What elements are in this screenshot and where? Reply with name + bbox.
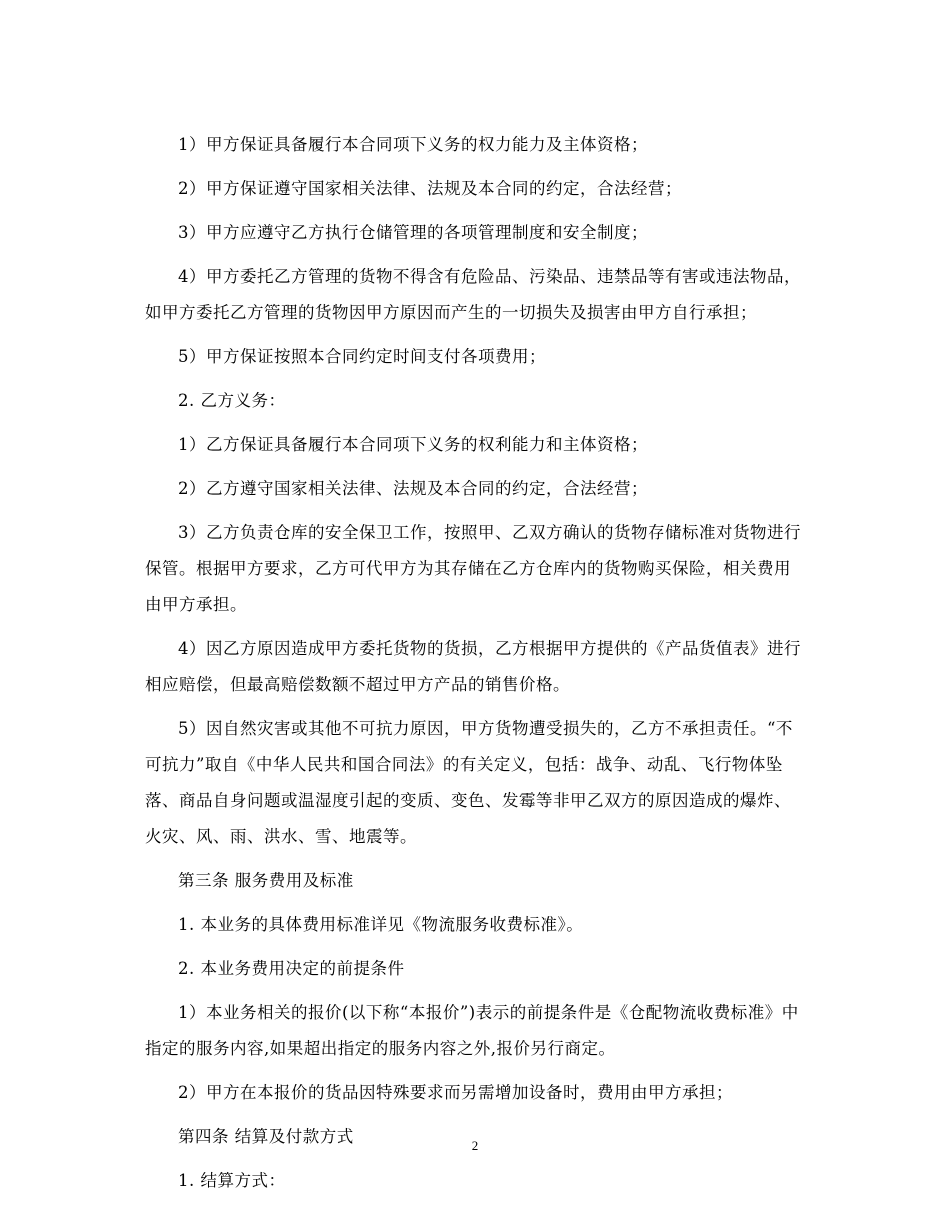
heading-fee-preconditions: 2. 本业务费用决定的前提条件	[178, 959, 405, 978]
paragraph-party-b-duty-1: 1）乙方保证具备履行本合同项下义务的权利能力和主体资格；	[178, 435, 648, 454]
heading-article-3: 第三条 服务费用及标准	[178, 871, 354, 890]
paragraph-party-a-duty-4: 4）甲方委托乙方管理的货物不得含有危险品、污染品、违禁品等有害或违法物品，如甲方委托乙方管理的货物因甲方原因而产生的一切损失及损害由甲方自行承担；	[145, 267, 801, 322]
paragraph-party-b-duty-3: 3）乙方负责仓库的安全保卫工作，按照甲、乙双方确认的货物存储标准对货物进行保管。根据甲方要求，乙方可代甲方为其存储在乙方仓库内的货物购买保险，相关费用由甲方承担。	[145, 523, 801, 614]
heading-party-b-duties: 2. 乙方义务：	[178, 391, 286, 410]
paragraph-party-a-duty-1: 1）甲方保证具备履行本合同项下义务的权力能力及主体资格；	[178, 135, 648, 154]
heading-settlement-method: 1. 结算方式：	[178, 1171, 286, 1190]
paragraph-party-a-duty-5: 5）甲方保证按照本合同约定时间支付各项费用；	[178, 347, 546, 366]
paragraph-party-b-duty-4: 4）因乙方原因造成甲方委托货物的货损，乙方根据甲方提供的《产品货值表》进行相应赔偿，但最高赔偿数额不超过甲方产品的销售价格。	[145, 639, 801, 694]
paragraph-fee-precondition-2: 2）甲方在本报价的货品因特殊要求而另需增加设备时，费用由甲方承担；	[178, 1083, 733, 1102]
paragraph-party-b-duty-2: 2）乙方遵守国家相关法律、法规及本合同的约定，合法经营；	[178, 479, 648, 498]
paragraph-party-a-duty-3: 3）甲方应遵守乙方执行仓储管理的各项管理制度和安全制度；	[178, 223, 648, 242]
page-number: 2	[471, 1138, 479, 1153]
paragraph-party-a-duty-2: 2）甲方保证遵守国家相关法律、法规及本合同的约定，合法经营；	[178, 179, 682, 198]
document-body	[145, 127, 805, 1207]
paragraph-fee-precondition-1: 1）本业务相关的报价(以下称“本报价”)表示的前提条件是《仓配物流收费标准》中指定的服务内容,如果超出指定的服务内容之外,报价另行商定。	[145, 1003, 799, 1058]
paragraph-fee-standard: 1. 本业务的具体费用标准详见《物流服务收费标准》。	[178, 915, 584, 934]
heading-article-4: 第四条 结算及付款方式	[178, 1127, 354, 1146]
paragraph-party-b-duty-5: 5）因自然灾害或其他不可抗力原因，甲方货物遭受损失的，乙方不承担责任。“不可抗力”取自《中华人民共和国合同法》的有关定义，包括：战争、动乱、飞行物体坠落、商品自身问题或温湿度引起的变质、变色、发霉等非甲乙双方的原因造成的爆炸、火灾、风、雨、洪水、雪、地震等。	[145, 719, 793, 846]
